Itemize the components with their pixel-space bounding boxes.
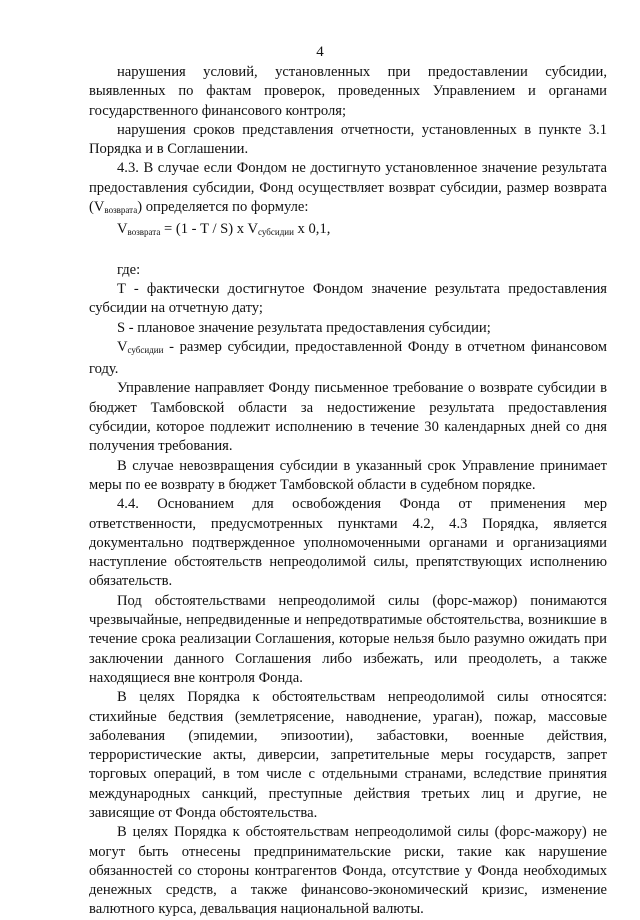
document-body <box>89 63 607 920</box>
definition-v-subscript: субсидии <box>127 344 164 355</box>
formula-sub-refund: возврата <box>127 227 161 238</box>
definition-t: T - фактически достигнутое Фондом значение результата предоставления субсидии на отчетную дату; <box>89 280 607 317</box>
definition-v-symbol: V <box>117 338 128 355</box>
paragraph-4-3-text: 4.3. В случае если Фондом не достигнуто установленное значение результата предоставления субсидии, Фонд осуществляет возврат субсидии, размер возврата (V <box>89 160 607 216</box>
paragraph-4-3-tail: ) определяется по формуле: <box>137 199 309 216</box>
paragraph-4-3-subscript: возврата <box>104 205 138 216</box>
where-label: где: <box>117 261 141 278</box>
paragraph-force-majeure-list: В целях Порядка к обстоятельствам непреодолимой силы относятся: стихийные бедствия (землетрясение, наводнение, ураган), пожар, массовые заболевания (эпидемии, эпизоотии), забастовки, военные действия, террористические акты, диверсии, запретительные меры государств, запрет торговых операций, в том числе с отдельными странами, вследствие принятия международных санкций, преступные действия третьих лиц и другие, не зависящие от Фонда обстоятельства. <box>89 689 607 821</box>
definition-s: S - плановое значение результата предоставления субсидии; <box>117 319 491 336</box>
formula-sub-subsidy: субсидии <box>258 227 294 238</box>
paragraph-violation-deadlines: нарушения сроков представления отчетности, установленных в пункте 3.1 Порядка и в Соглашении. <box>89 121 607 158</box>
formula-middle: = (1 - T / S) x V <box>160 221 259 238</box>
formula-v: V <box>117 221 128 238</box>
paragraph-force-majeure-definition: Под обстоятельствами непреодолимой силы (форс-мажор) понимаются чрезвычайные, непредвиденные и непредотвратимые обстоятельства, возникшие в течение срока реализации Соглашения, которые нельзя было разумно ожидать при заключении данного Соглашения либо избежать, или преодолеть, а также находящиеся вне контроля Фонда. <box>89 592 607 686</box>
paragraph-court-recovery: В случае невозвращения субсидии в указанный срок Управление принимает меры по ее возврату в бюджет Тамбовской области в судебном порядке. <box>89 457 607 493</box>
refund-formula <box>89 220 607 242</box>
paragraph-refund-demand: Управление направляет Фонду письменное требование о возврате субсидии в бюджет Тамбовской области за недостижение результата предоставления субсидии, которое подлежит исполнению в течение 30 календарных дней со дня получения требования. <box>89 380 607 455</box>
definition-v-text: - размер субсидии, предоставленной Фонду в отчетном финансовом году. <box>89 338 607 378</box>
paragraph-4-4: 4.4. Основанием для освобождения Фонда от применения мер ответственности, предусмотренных пунктами 4.2, 4.3 Порядка, является документально подтвержденное уполномоченными органами и организациями наступление обстоятельств непреодолимой силы, препятствующих исполнению обязательств. <box>89 496 607 590</box>
definition-v <box>89 338 607 380</box>
page-number: 4 <box>316 44 324 60</box>
paragraph-violation-conditions: нарушения условий, установленных при предоставлении субсидии, выявленных по фактам проверок, проведенных Управлением и органами государственного финансового контроля; <box>89 64 607 119</box>
paragraph-4-3 <box>89 159 607 220</box>
paragraph-force-majeure-exclusions: В целях Порядка к обстоятельствам непреодолимой силы (форс-мажору) не могут быть отнесены предпринимательские риски, такие как нарушение обязанностей со стороны контрагентов Фонда, отсутствие у Фонда необходимых денежных средств, а также финансово-экономический кризис, изменение валютного курса, девальвация национальной валюты. <box>89 824 607 918</box>
formula-tail: x 0,1, <box>293 221 331 238</box>
